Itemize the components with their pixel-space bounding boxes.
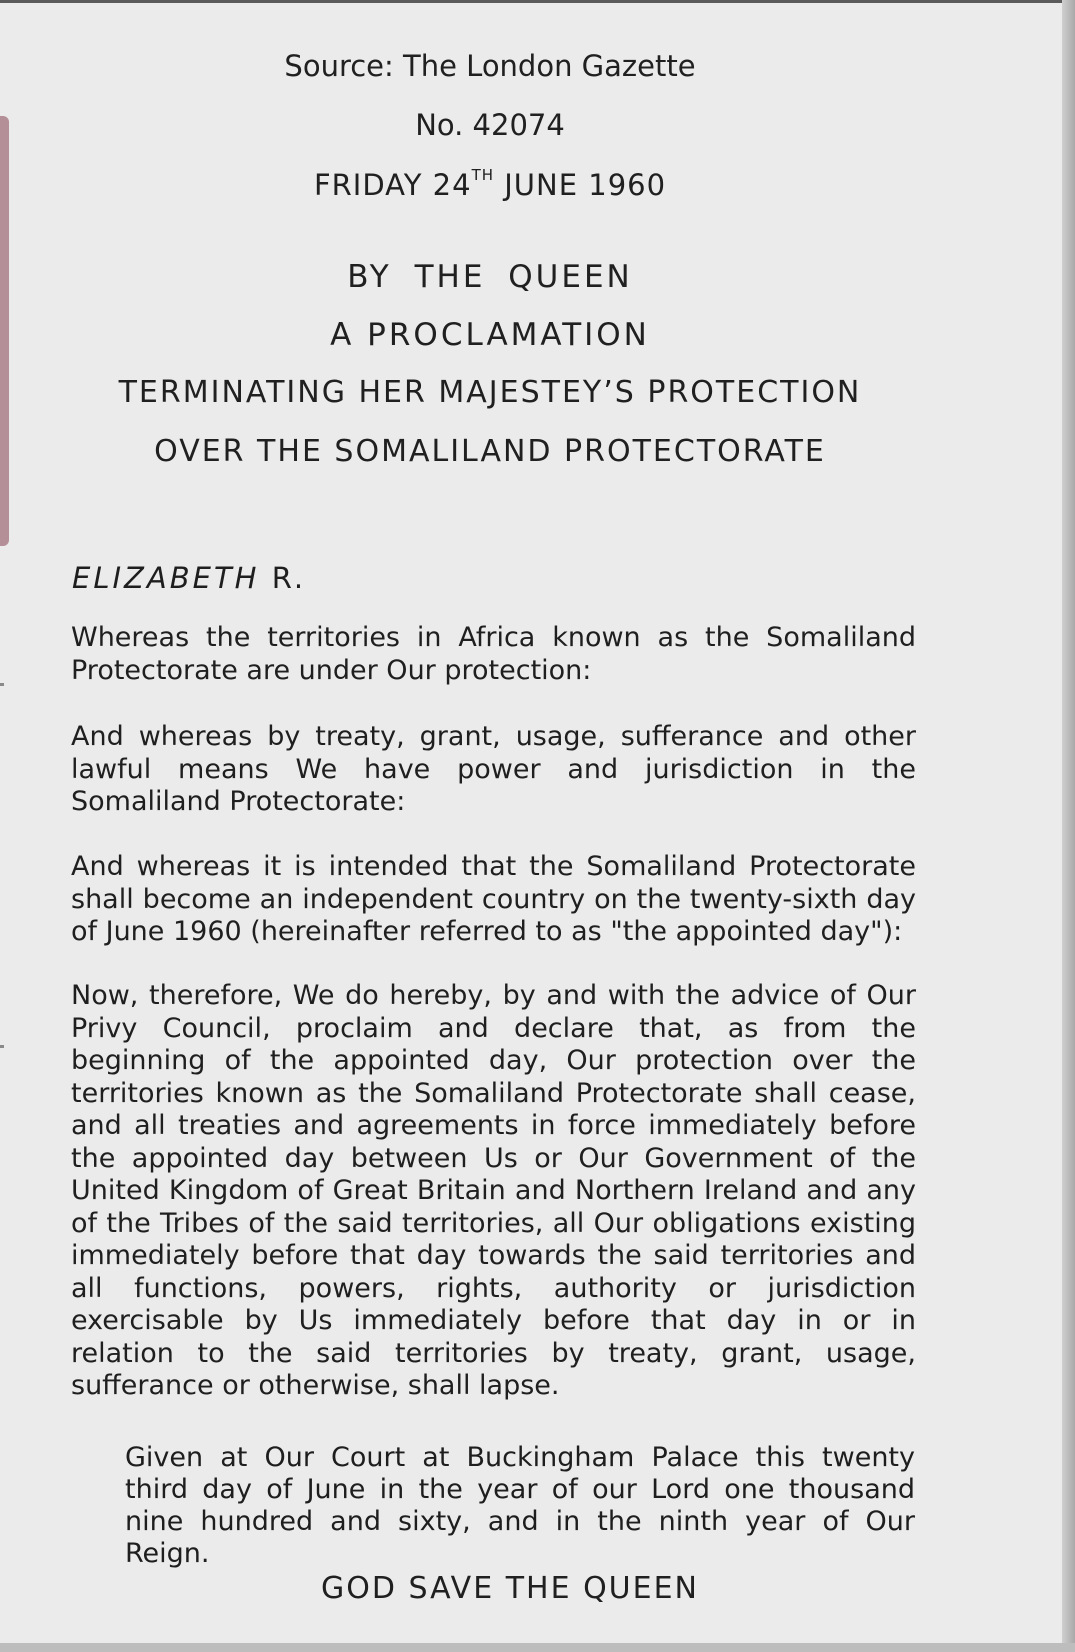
signature-name: ELIZABETH <box>72 561 260 595</box>
bottom-edge <box>0 1643 1075 1652</box>
side-tick <box>0 683 4 686</box>
royal-signature <box>72 561 306 595</box>
issue-date-rest: JUNE 1960 <box>494 168 667 202</box>
title-somaliland: OVER THE SOMALILAND PROTECTORATE <box>154 434 826 469</box>
signature-initial: R. <box>259 561 307 595</box>
paragraph-2: And whereas by treaty, grant, usage, sufferance and other lawful means We have power and jurisdiction in the Somaliland Protectorate: <box>71 721 916 817</box>
god-save-the-queen: GOD SAVE THE QUEEN <box>320 1571 699 1606</box>
side-tab <box>0 116 9 546</box>
side-tick <box>0 1045 4 1048</box>
paragraph-3: And whereas it is intended that the Somaliland Protectorate shall become an independent country on the twenty-sixth day of June 1960 (hereinafter referred to as "the appointed day"): <box>71 851 916 947</box>
issue-date <box>0 166 980 202</box>
given-at-court: Given at Our Court at Buckingham Palace this twenty third day of June in the year of our Lord one thousand nine hundred and sixty, and in the ninth year of Our Reign. <box>125 1442 915 1569</box>
issue-date-day: FRIDAY 24 <box>313 168 472 202</box>
document-page[interactable] <box>0 3 1062 1643</box>
source-line: Source: The London Gazette <box>284 49 696 83</box>
paragraph-1: Whereas the territories in Africa known as the Somaliland Protectorate are under Our protection: <box>71 622 916 686</box>
paragraph-4: Now, therefore, We do hereby, by and with the advice of Our Privy Council, proclaim and declare that, as from the beginning of the appointed day, Our protection over the territories known as the Somaliland Protectorate shall cease, and all treaties and agreements in force immediately before the appointed day between Us or Our Government of the United Kingdom of Great Britain and Northern Ireland and any of the Tribes of the said territories, all Our obligations existing immediately before that day towards the said territories and all functions, powers, rights, authority or jurisdiction exercisable by Us immediately before that day in or in relation to the said territories by treaty, grant, usage, sufferance or otherwise, shall lapse. <box>71 980 916 1401</box>
title-terminating: TERMINATING HER MAJESTEY’S PROTECTION <box>118 375 862 410</box>
title-by-the-queen: BY THE QUEEN <box>347 259 633 295</box>
title-proclamation: A PROCLAMATION <box>330 317 650 353</box>
gazette-number: No. 42074 <box>415 108 565 142</box>
issue-date-ordinal: TH <box>471 166 495 184</box>
page-right-edge <box>1062 0 1075 1652</box>
